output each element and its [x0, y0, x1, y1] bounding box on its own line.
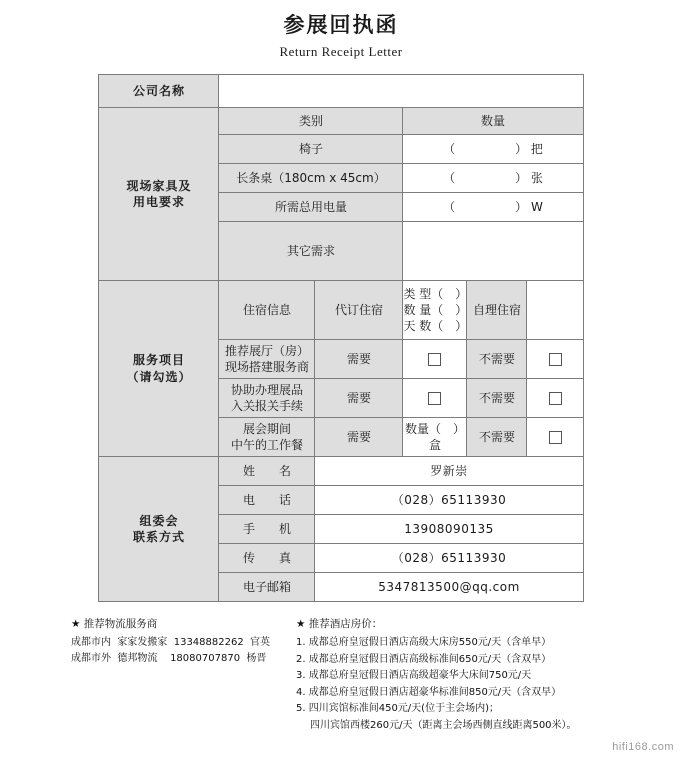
other-request-value[interactable] — [403, 222, 583, 281]
checkbox-icon[interactable] — [549, 392, 562, 405]
service-lunch-count[interactable]: 数量（ ）盒 — [403, 418, 467, 457]
book-for-me-label: 代订住宿 — [315, 281, 403, 340]
service-name-lunch — [219, 418, 315, 457]
contact-label-mobile: 手 机 — [219, 515, 315, 544]
long-table-paren-close: ） — [515, 170, 528, 185]
service-customs-line1: 协助办理展品 — [230, 382, 303, 397]
item-label-chair: 椅子 — [219, 135, 403, 164]
chair-unit: 把 — [530, 141, 543, 156]
document-page — [0, 9, 682, 759]
contact-section-label — [99, 457, 219, 602]
logistics-line-2: 成都市外 德邦物流 18080707870 杨晋 — [71, 653, 267, 664]
service-customs-line2: 入关报关手续 — [230, 399, 303, 413]
column-header-quantity: 数量 — [403, 108, 583, 135]
booking-field-count[interactable]: 数 量（ ） — [403, 302, 468, 317]
self-arranged-value[interactable] — [527, 281, 583, 340]
hotel-item-2: 2. 成都总府皇冠假日酒店高级标准间650元/天（含双早） — [296, 653, 552, 665]
booking-field-days[interactable]: 天 数（ ） — [403, 319, 468, 334]
item-input-electricity[interactable] — [403, 193, 583, 222]
booking-fields-cell[interactable] — [403, 281, 467, 340]
service-booth-builder-line2: 现场搭建服务商 — [224, 360, 309, 374]
company-name-value[interactable] — [219, 75, 583, 108]
table-row-service-header — [99, 281, 583, 340]
service-lunch-line2: 中午的工作餐 — [230, 438, 303, 452]
item-input-chair[interactable] — [403, 135, 583, 164]
hotel-item-1: 1. 成都总府皇冠假日酒店高级大床房550元/天（含单早） — [296, 637, 552, 648]
service-need-checkbox-2[interactable] — [403, 379, 467, 418]
contact-value-phone: （028）65113930 — [315, 486, 583, 515]
contact-label-line1: 组委会 — [139, 513, 179, 528]
service-notneed-label-1: 不需要 — [467, 340, 527, 379]
hotel-item-5: 5. 四川宾馆标准间450元/天(位于主会场内)； — [296, 703, 499, 714]
chair-paren-close: ） — [515, 141, 528, 156]
furniture-section-label — [99, 108, 219, 281]
receipt-form-table — [98, 74, 583, 602]
item-input-long-table[interactable] — [403, 164, 583, 193]
contact-label-line2: 联系方式 — [132, 530, 185, 544]
long-table-paren-open: （ — [443, 170, 456, 185]
contact-value-name: 罗新崇 — [315, 457, 583, 486]
company-name-label: 公司名称 — [99, 75, 219, 108]
contact-label-fax: 传 真 — [219, 544, 315, 573]
notes-section — [71, 616, 611, 734]
service-label-line1: 服务项目 — [132, 353, 185, 368]
electricity-paren-close: ） — [515, 199, 528, 214]
chair-paren-open: （ — [443, 141, 456, 156]
service-need-label-1: 需要 — [315, 340, 403, 379]
checkbox-icon[interactable] — [428, 392, 441, 405]
long-table-unit: 张 — [530, 170, 543, 185]
table-row-furniture-header — [99, 108, 583, 135]
column-header-category: 类别 — [219, 108, 403, 135]
watermark: hifi168.com — [612, 741, 674, 753]
service-notneed-checkbox-3[interactable] — [527, 418, 583, 457]
service-name-booth-builder — [219, 340, 315, 379]
furniture-label-line2: 用电要求 — [132, 195, 185, 209]
hotel-notes — [296, 616, 611, 734]
contact-value-fax: （028）65113930 — [315, 544, 583, 573]
page-title-zh: 参展回执函 — [283, 13, 399, 37]
contact-value-mobile: 13908090135 — [315, 515, 583, 544]
electricity-paren-open: （ — [443, 199, 456, 214]
logistics-line-1: 成都市内 家家发搬家 13348882262 官英 — [71, 637, 271, 648]
hotel-item-4: 4. 成都总府皇冠假日酒店超豪华标准间850元/天（含双早） — [296, 686, 562, 698]
contact-label-phone: 电 话 — [219, 486, 315, 515]
hotel-item-3: 3. 成都总府皇冠假日酒店高级超豪华大床间750元/天 — [296, 670, 532, 681]
logistics-heading: ★ 推荐物流服务商 — [71, 618, 158, 630]
item-label-long-table: 长条桌（180cm x 45cm） — [219, 164, 403, 193]
self-arranged-label: 自理住宿 — [467, 281, 527, 340]
checkbox-icon[interactable] — [549, 353, 562, 366]
accommodation-info-label: 住宿信息 — [219, 281, 315, 340]
hotel-heading: ★ 推荐酒店房价： — [296, 618, 383, 630]
table-row-company — [99, 75, 583, 108]
service-notneed-checkbox-1[interactable] — [527, 340, 583, 379]
service-notneed-label-3: 不需要 — [467, 418, 527, 457]
service-notneed-label-2: 不需要 — [467, 379, 527, 418]
table-row-contact-name — [99, 457, 583, 486]
service-need-label-3: 需要 — [315, 418, 403, 457]
hotel-item-extra: 四川宾馆西楼260元/天（距离主会场西侧直线距离500米）。 — [310, 719, 577, 731]
service-need-label-2: 需要 — [315, 379, 403, 418]
contact-label-email: 电子邮箱 — [219, 573, 315, 602]
page-title-en: Return Receipt Letter — [279, 44, 403, 59]
service-booth-builder-line1: 推荐展厅（房） — [224, 343, 309, 358]
item-label-electricity: 所需总用电量 — [219, 193, 403, 222]
service-notneed-checkbox-2[interactable] — [527, 379, 583, 418]
checkbox-icon[interactable] — [549, 431, 562, 444]
logistics-notes — [71, 616, 286, 734]
contact-value-email: 5347813500@qq.com — [315, 573, 583, 602]
service-label-line2: （请勾选） — [126, 369, 192, 384]
electricity-unit: W — [530, 199, 543, 214]
service-section-label — [99, 281, 219, 457]
other-request-label: 其它需求 — [219, 222, 403, 281]
service-lunch-line1: 展会期间 — [242, 421, 291, 436]
service-name-customs — [219, 379, 315, 418]
furniture-label-line1: 现场家具及 — [126, 178, 192, 193]
checkbox-icon[interactable] — [428, 353, 441, 366]
service-need-checkbox-1[interactable] — [403, 340, 467, 379]
contact-label-name: 姓 名 — [219, 457, 315, 486]
booking-field-type[interactable]: 类 型（ ） — [403, 286, 468, 301]
